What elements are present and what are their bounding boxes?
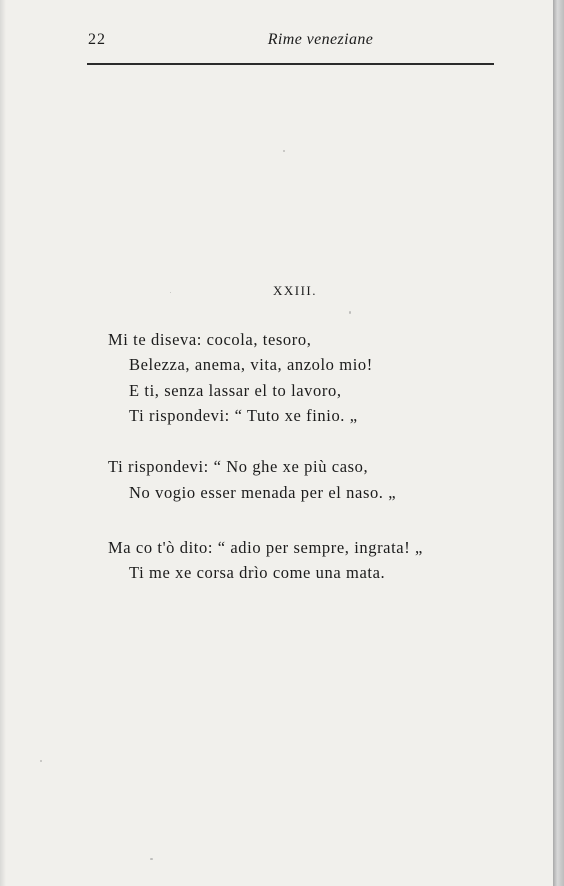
page-edge [553,0,564,886]
paper-speck [150,858,153,860]
verse-line: Ti me xe corsa drìo come una mata. [129,563,386,582]
verse-line: Mi te diseva: cocola, tesoro, [108,330,312,349]
running-title: Rime veneziane [267,31,374,48]
paper-speck [40,760,42,762]
page-number: 22 [88,31,106,48]
verse-line: Ti rispondevi: “ Tuto xe finio. „ [129,406,358,425]
header-rule [87,63,494,65]
verse-line: E ti, senza lassar el to lavoro, [129,381,342,400]
verse-line: Ma co t'ò dito: “ adio per sempre, ingrata! „ [108,538,423,557]
verse-line: Belezza, anema, vita, anzolo mio! [129,355,373,374]
paper-speck [170,292,171,293]
paper-speck [349,311,351,314]
poem-number: XXIII. [272,283,317,298]
paper-speck [283,150,285,152]
page-header [88,31,493,55]
page-gutter-shadow [0,0,6,886]
verse-line: Ti rispondevi: “ No ghe xe più caso, [108,457,369,476]
verse-line: No vogio esser menada per el naso. „ [129,483,397,502]
